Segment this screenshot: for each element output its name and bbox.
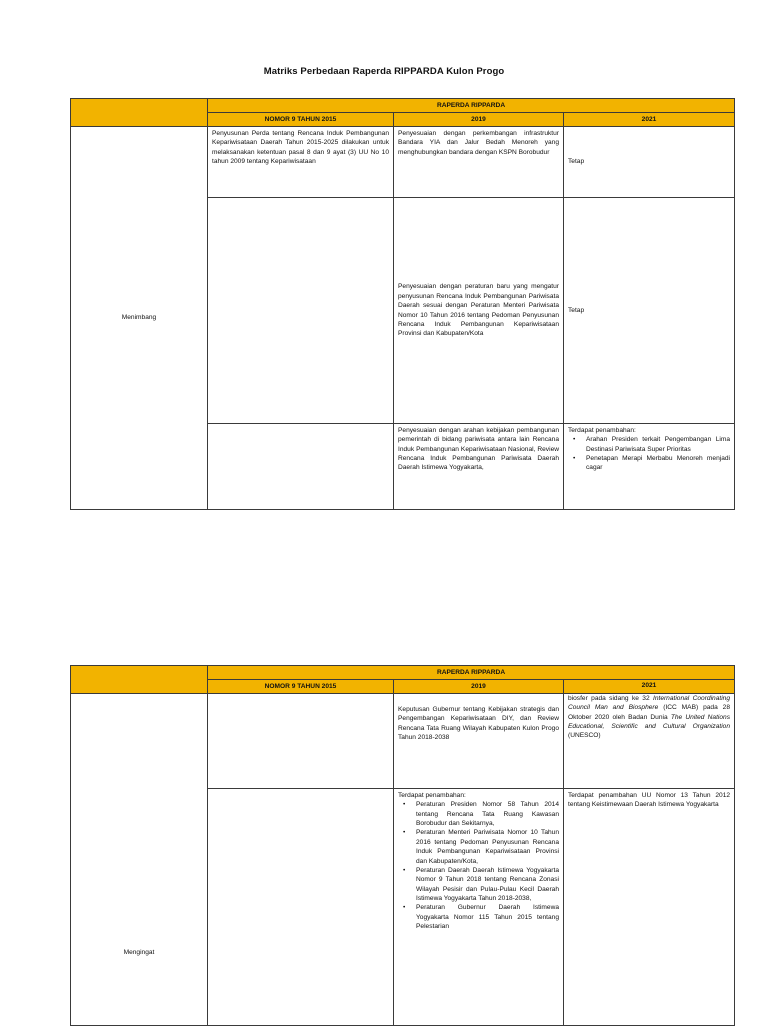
section-label-mengingat: Mengingat xyxy=(123,948,155,956)
cell-2019-text: Keputusan Gubernur tentang Kebijakan strategis dan Pengembangan Kepariwisataan DIY, dan Review Rencana Tata Ruang Wilayah Kabupaten Kulon Progo Tahun 2018-2038 xyxy=(398,706,559,742)
section-label-menimbang: Menimbang xyxy=(71,127,208,510)
header-row-group xyxy=(71,666,735,680)
cell-2021-mid: (ICC MAB) pada 28 Oktober 2020 oleh Badan Dunia xyxy=(568,704,731,721)
cell-2021: Tetap xyxy=(564,198,735,424)
cell-2019 xyxy=(394,694,564,789)
header-col-2021: 2021 xyxy=(564,113,735,127)
cell-2021: Terdapat penambahan UU Nomor 13 Tahun 2012 tentang Keistimewaan Daerah Istimewa Yogyakarta xyxy=(564,789,735,1026)
cell-2015 xyxy=(208,424,394,510)
header-col-2021: 2021 xyxy=(564,680,735,694)
cell-2015 xyxy=(208,694,394,789)
cell-2019: Penyesuaian dengan peraturan baru yang mengatur penyusunan Rencana Induk Pembangunan Pariwisata Daerah sesuai dengan Peraturan Menteri Pariwisata Nomor 10 Tahun 2016 tentang Pedoman Penyusunan Rencana Induk Pembangunan Kepariwisataan Provinsi dan Kabupaten/Kota xyxy=(394,198,564,424)
cell-2019-content xyxy=(398,791,559,1023)
cell-2021-content xyxy=(568,426,730,506)
list-item: • Peraturan Gubernur Daerah Istimewa Yogyakarta Nomor 115 Tahun 2015 tentang Pelestarian xyxy=(416,903,559,931)
table-row xyxy=(71,127,735,198)
header-group-label: RAPERDA RIPPARDA xyxy=(208,99,735,113)
table-row xyxy=(71,694,735,789)
list-item: • Peraturan Menteri Pariwisata Nomor 10 Tahun 2016 tentang Pedoman Penyusunan Rencana Induk Pembangunan Kepariwisataan Provinsi dan Kabupaten/Kota, xyxy=(416,828,559,865)
header-group-label: RAPERDA RIPPARDA xyxy=(208,666,735,680)
list-item: • Peraturan Daerah Daerah Istimewa Yogyakarta Nomor 9 Tahun 2018 tentang Rencana Zonasi Wilayah Pesisir dan Pulau-Pulau Kecil Daerah Istimewa Yogyakarta Tahun 2018-2038, xyxy=(416,866,559,903)
cell-2019: Penyesuaian dengan perkembangan infrastruktur Bandara YIA dan Jalur Bedah Menoreh yang menghubungkan bandara dengan KSPN Borobudur xyxy=(394,127,564,198)
cell-2021 xyxy=(564,694,735,789)
cell-2021-italic-2: The United Nations Educational, Scientific and Cultural Organization xyxy=(568,713,731,731)
cell-2021-italic-1: International Coordinating Council Man and Biosphere xyxy=(568,695,731,712)
bullet-list xyxy=(398,800,559,931)
section-label-cell xyxy=(71,694,208,1026)
header-blank-cell xyxy=(71,99,208,127)
comparison-table-2 xyxy=(70,665,735,1026)
header-col-2015: NOMOR 9 TAHUN 2015 xyxy=(208,113,394,127)
header-col-2015: NOMOR 9 TAHUN 2015 xyxy=(208,680,394,694)
cell-2021-post: (UNESCO) xyxy=(568,732,601,740)
header-blank-cell xyxy=(71,666,208,694)
cell-2019-text: Penyesuaian dengan arahan kebijakan pembangunan pemerintah di bidang pariwisata antara lain Rencana Induk Pembangunan Kepariwisataan Nasional, Review Rencana Induk Pembangunan Pariwisata Daerah Daerah Istimewa Yogyakarta, xyxy=(398,427,559,472)
cell-2015 xyxy=(208,789,394,1026)
cell-2019 xyxy=(394,789,564,1026)
document-title: Matriks Perbedaan Raperda RIPPARDA Kulon Progo xyxy=(263,66,505,77)
list-item: • Peraturan Presiden Nomor 58 Tahun 2014 tentang Rencana Tata Ruang Kawasan Borobudur dan Sekitarnya, xyxy=(416,800,559,828)
cell-2021-pre: biosfer pada sidang ke 32 xyxy=(568,695,650,702)
header-col-2019: 2019 xyxy=(394,113,564,127)
cell-2021: Tetap xyxy=(564,127,735,198)
cell-2019-intro: Terdapat penambahan: xyxy=(398,792,466,799)
cell-2021-intro: Terdapat penambahan: xyxy=(568,427,636,434)
cell-2019 xyxy=(394,424,564,510)
cell-2015: Penyusunan Perda tentang Rencana Induk Pembangunan Kepariwisataan Daerah Tahun 2015-2025 dilakukan untuk melaksanakan ketentuan pasal 8 dan 9 ayat (3) UU No 10 tahun 2009 tentang Kepariwisataan xyxy=(208,127,394,198)
list-item: • Penetapan Merapi Merbabu Menoreh menjadi cagar xyxy=(586,454,730,473)
header-col-2019: 2019 xyxy=(394,680,564,694)
comparison-table-1 xyxy=(70,98,735,510)
cell-2015 xyxy=(208,198,394,424)
list-item: • Arahan Presiden terkait Pengembangan Lima Destinasi Pariwisata Super Prioritas xyxy=(586,435,730,454)
cell-2021 xyxy=(564,424,735,510)
header-row-group xyxy=(71,99,735,113)
bullet-list xyxy=(568,435,730,472)
